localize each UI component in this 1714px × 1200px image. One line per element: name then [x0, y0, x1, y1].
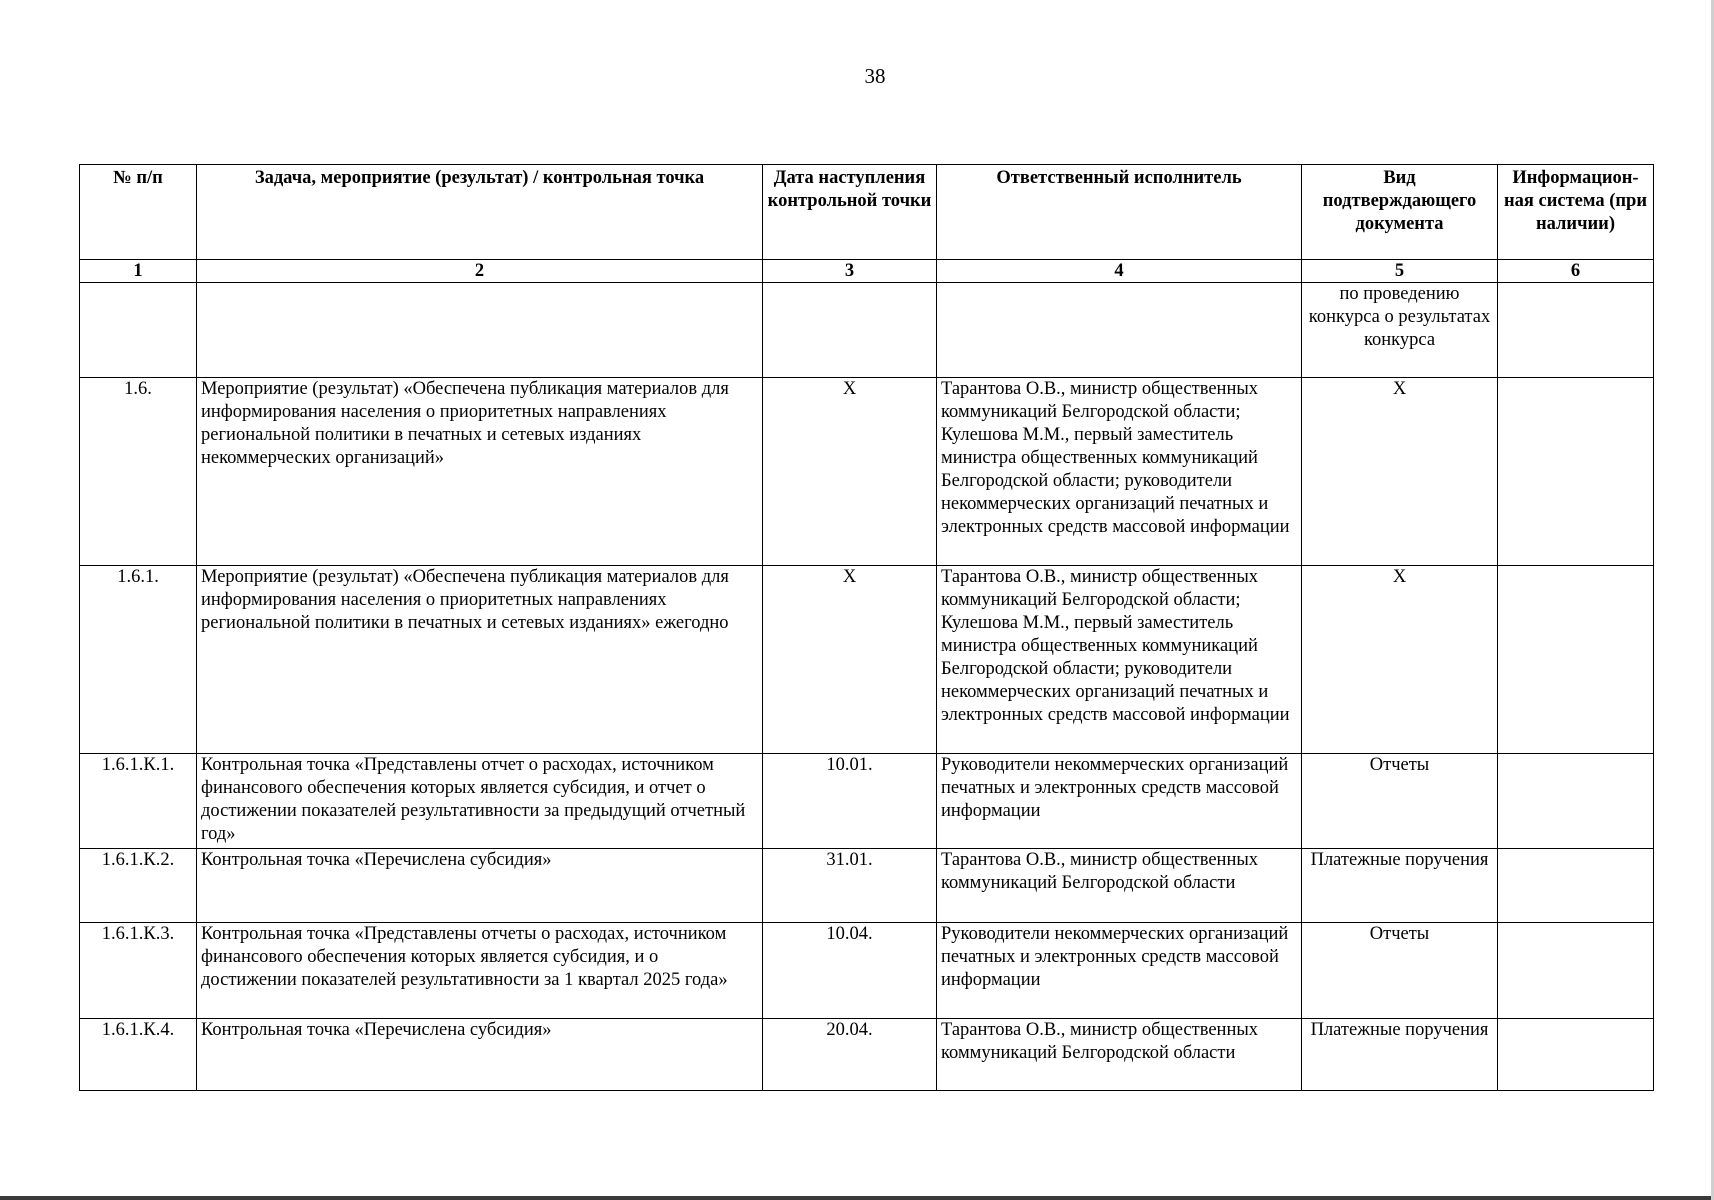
- column-number: 3: [763, 260, 937, 283]
- row-date: 10.01.: [763, 754, 937, 849]
- row-document: Отчеты: [1302, 754, 1498, 849]
- column-number: 4: [937, 260, 1302, 283]
- row-system: [1498, 1019, 1654, 1091]
- row-system: [1498, 378, 1654, 566]
- row-executor: [937, 283, 1302, 378]
- row-document: Отчеты: [1302, 923, 1498, 1019]
- scan-edge: [0, 1196, 1714, 1200]
- table-row: [80, 849, 1654, 923]
- row-task: Мероприятие (результат) «Обеспечена публикация материалов для информирования населения о приоритетных направлениях региональной политики в печатных и сетевых изданиях некоммерческих организаций»: [197, 378, 763, 566]
- table-row: [80, 1019, 1654, 1091]
- header-executor: Ответственный исполнитель: [937, 165, 1302, 260]
- row-task: Контрольная точка «Перечислена субсидия»: [197, 849, 763, 923]
- column-number-row: [80, 260, 1654, 283]
- row-number: 1.6.1.К.1.: [80, 754, 197, 849]
- table-row: [80, 378, 1654, 566]
- row-task: Контрольная точка «Представлены отчет о расходах, источником финансового обеспечения которых является субсидия, и отчет о достижении показателей результативности за предыдущий отчетный год»: [197, 754, 763, 849]
- row-document: по проведению конкурса о результатах конкурса: [1302, 283, 1498, 378]
- row-date: 31.01.: [763, 849, 937, 923]
- row-number: 1.6.1.К.2.: [80, 849, 197, 923]
- row-date: 10.04.: [763, 923, 937, 1019]
- row-document: Платежные поручения: [1302, 1019, 1498, 1091]
- column-number: 5: [1302, 260, 1498, 283]
- row-executor: Руководители некоммерческих организаций печатных и электронных средств массовой информации: [937, 754, 1302, 849]
- row-date: 20.04.: [763, 1019, 937, 1091]
- table-row: [80, 283, 1654, 378]
- row-executor: Тарантова О.В., министр общественных коммуникаций Белгородской области; Кулешова М.М., первый заместитель министра общественных коммуникаций Белгородской области; руководители некоммерческих организаций печатных и электронных средств массовой информации: [937, 566, 1302, 754]
- column-number: 1: [80, 260, 197, 283]
- row-system: [1498, 283, 1654, 378]
- control-points-table: [79, 164, 1654, 1091]
- header-system: Информацион-ная система (при наличии): [1498, 165, 1654, 260]
- row-system: [1498, 566, 1654, 754]
- row-executor: Тарантова О.В., министр общественных коммуникаций Белгородской области: [937, 1019, 1302, 1091]
- row-system: [1498, 923, 1654, 1019]
- row-executor: Руководители некоммерческих организаций печатных и электронных средств массовой информации: [937, 923, 1302, 1019]
- row-task: Контрольная точка «Перечислена субсидия»: [197, 1019, 763, 1091]
- header-document: Вид подтверждающего документа: [1302, 165, 1498, 260]
- page-number: 38: [864, 64, 886, 88]
- row-system: [1498, 849, 1654, 923]
- row-task: Контрольная точка «Представлены отчеты о расходах, источником финансового обеспечения которых является субсидия, и о достижении показателей результативности за 1 квартал 2025 года»: [197, 923, 763, 1019]
- table-row: [80, 754, 1654, 849]
- row-task: [197, 283, 763, 378]
- row-document: Платежные поручения: [1302, 849, 1498, 923]
- row-date: [763, 283, 937, 378]
- row-number: 1.6.1.К.3.: [80, 923, 197, 1019]
- row-number: 1.6.1.: [80, 566, 197, 754]
- header-row: [80, 165, 1654, 260]
- row-date: X: [763, 378, 937, 566]
- row-number: 1.6.1.К.4.: [80, 1019, 197, 1091]
- column-number: 2: [197, 260, 763, 283]
- table-row: [80, 566, 1654, 754]
- header-date: Дата наступления контрольной точки: [763, 165, 937, 260]
- column-number: 6: [1498, 260, 1654, 283]
- row-number: 1.6.: [80, 378, 197, 566]
- row-document: X: [1302, 378, 1498, 566]
- row-date: X: [763, 566, 937, 754]
- table-row: [80, 923, 1654, 1019]
- row-task: Мероприятие (результат) «Обеспечена публикация материалов для информирования населения о приоритетных направлениях региональной политики в печатных и сетевых изданиях» ежегодно: [197, 566, 763, 754]
- row-document: X: [1302, 566, 1498, 754]
- header-num: № п/п: [80, 165, 197, 260]
- row-executor: Тарантова О.В., министр общественных коммуникаций Белгородской области; Кулешова М.М., первый заместитель министра общественных коммуникаций Белгородской области; руководители некоммерческих организаций печатных и электронных средств массовой информации: [937, 378, 1302, 566]
- row-system: [1498, 754, 1654, 849]
- row-executor: Тарантова О.В., министр общественных коммуникаций Белгородской области: [937, 849, 1302, 923]
- header-task: Задача, мероприятие (результат) / контрольная точка: [197, 165, 763, 260]
- row-number: [80, 283, 197, 378]
